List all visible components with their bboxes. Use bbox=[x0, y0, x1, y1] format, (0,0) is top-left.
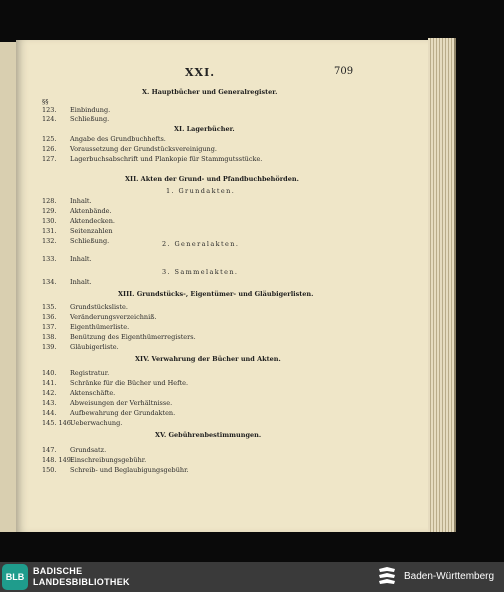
item-text: Seitenzahlen bbox=[70, 227, 113, 235]
item-number: 123. bbox=[42, 106, 57, 114]
item-number: 142. bbox=[42, 389, 57, 397]
library-name-line2: LANDESBIBLIOTHEK bbox=[33, 577, 130, 587]
item-number: 127. bbox=[42, 155, 57, 163]
baden-wuerttemberg-lion-icon bbox=[378, 566, 396, 586]
item-number: 140. bbox=[42, 369, 57, 377]
chapter-heading: XXI. bbox=[185, 66, 216, 79]
section-heading: XIV. Verwahrung der Bücher und Akten. bbox=[135, 355, 281, 363]
item-text: Aktendecken. bbox=[70, 217, 115, 225]
item-number: 128. bbox=[42, 197, 57, 205]
item-number: 147. bbox=[42, 446, 57, 454]
item-text: Aufbewahrung der Grundakten. bbox=[70, 409, 176, 417]
section-heading: XII. Akten der Grund- und Pfandbuchbehörden. bbox=[125, 175, 299, 183]
item-number: 141. bbox=[42, 379, 57, 387]
item-number: 130. bbox=[42, 217, 57, 225]
item-text: Angabe des Grundbuchhefts. bbox=[70, 135, 166, 143]
item-text: Grundstücksliste. bbox=[70, 303, 128, 311]
item-text: Schränke für die Bücher und Hefte. bbox=[70, 379, 189, 387]
item-number: 136. bbox=[42, 313, 57, 321]
item-text: Schreib- und Beglaubigungsgebühr. bbox=[70, 466, 189, 474]
item-text: Abweisungen der Verhältnisse. bbox=[70, 399, 173, 407]
item-text: Inhalt. bbox=[70, 197, 92, 205]
item-number: 150. bbox=[42, 466, 57, 474]
item-number: 129. bbox=[42, 207, 57, 215]
item-text: Aktenschäfte. bbox=[70, 389, 116, 397]
page-stack-edges bbox=[428, 38, 456, 532]
state-name: Baden-Württemberg bbox=[404, 571, 495, 582]
item-text: Inhalt. bbox=[70, 278, 92, 286]
item-number: 124. bbox=[42, 115, 57, 123]
item-number: 131. bbox=[42, 227, 57, 235]
section-heading: XI. Lagerbücher. bbox=[174, 125, 235, 133]
subsection-title: 1. Grundakten. bbox=[166, 187, 236, 195]
subsection-title: 2. Generalakten. bbox=[162, 240, 240, 248]
page-number: 709 bbox=[334, 66, 354, 77]
item-number: 125. bbox=[42, 135, 57, 143]
item-text: Eigenthümerliste. bbox=[70, 323, 130, 331]
item-text: Voraussetzung der Grundstücksvereinigung. bbox=[70, 145, 217, 153]
item-number: 133. bbox=[42, 255, 57, 263]
item-number: 134. bbox=[42, 278, 57, 286]
item-number: 139. bbox=[42, 343, 57, 351]
item-text: Veränderungsverzeichniß. bbox=[70, 313, 157, 321]
section-heading: XIII. Grundstücks-, Eigentümer- und Gläubigerlisten. bbox=[118, 290, 314, 298]
item-number: 148. 149. bbox=[42, 456, 74, 464]
blb-logo-icon: BLB bbox=[2, 564, 28, 590]
item-text: Schließung. bbox=[70, 237, 110, 245]
item-number: 138. bbox=[42, 333, 57, 341]
subsection-title: 3. Sammelakten. bbox=[162, 268, 239, 276]
item-text: Aktenbände. bbox=[70, 207, 112, 215]
item-number: 132. bbox=[42, 237, 57, 245]
item-text: Benützung des Eigenthümerregisters. bbox=[70, 333, 196, 341]
item-number: 143. bbox=[42, 399, 57, 407]
item-number: §§ bbox=[42, 98, 49, 106]
library-name-line1: BADISCHE bbox=[33, 566, 83, 576]
item-number: 145. 146. bbox=[42, 419, 74, 427]
item-number: 135. bbox=[42, 303, 57, 311]
item-text: Grundsatz. bbox=[70, 446, 107, 454]
left-page-edge bbox=[0, 42, 17, 532]
item-text: Ueberwachung. bbox=[70, 419, 123, 427]
item-text: Schließung. bbox=[70, 115, 110, 123]
item-text: Einbindung. bbox=[70, 106, 111, 114]
item-text: Einschreibungsgebühr. bbox=[70, 456, 147, 464]
item-number: 137. bbox=[42, 323, 57, 331]
item-number: 126. bbox=[42, 145, 57, 153]
section-heading: X. Hauptbücher und Generalregister. bbox=[142, 88, 278, 96]
item-text: Inhalt. bbox=[70, 255, 92, 263]
section-heading: XV. Gebührenbestimmungen. bbox=[155, 431, 262, 439]
item-text: Gläubigerliste. bbox=[70, 343, 119, 351]
item-text: Lagerbuchsabschrift und Plankopie für Stammgutsstücke. bbox=[70, 155, 263, 163]
item-number: 144. bbox=[42, 409, 57, 417]
item-text: Registratur. bbox=[70, 369, 110, 377]
